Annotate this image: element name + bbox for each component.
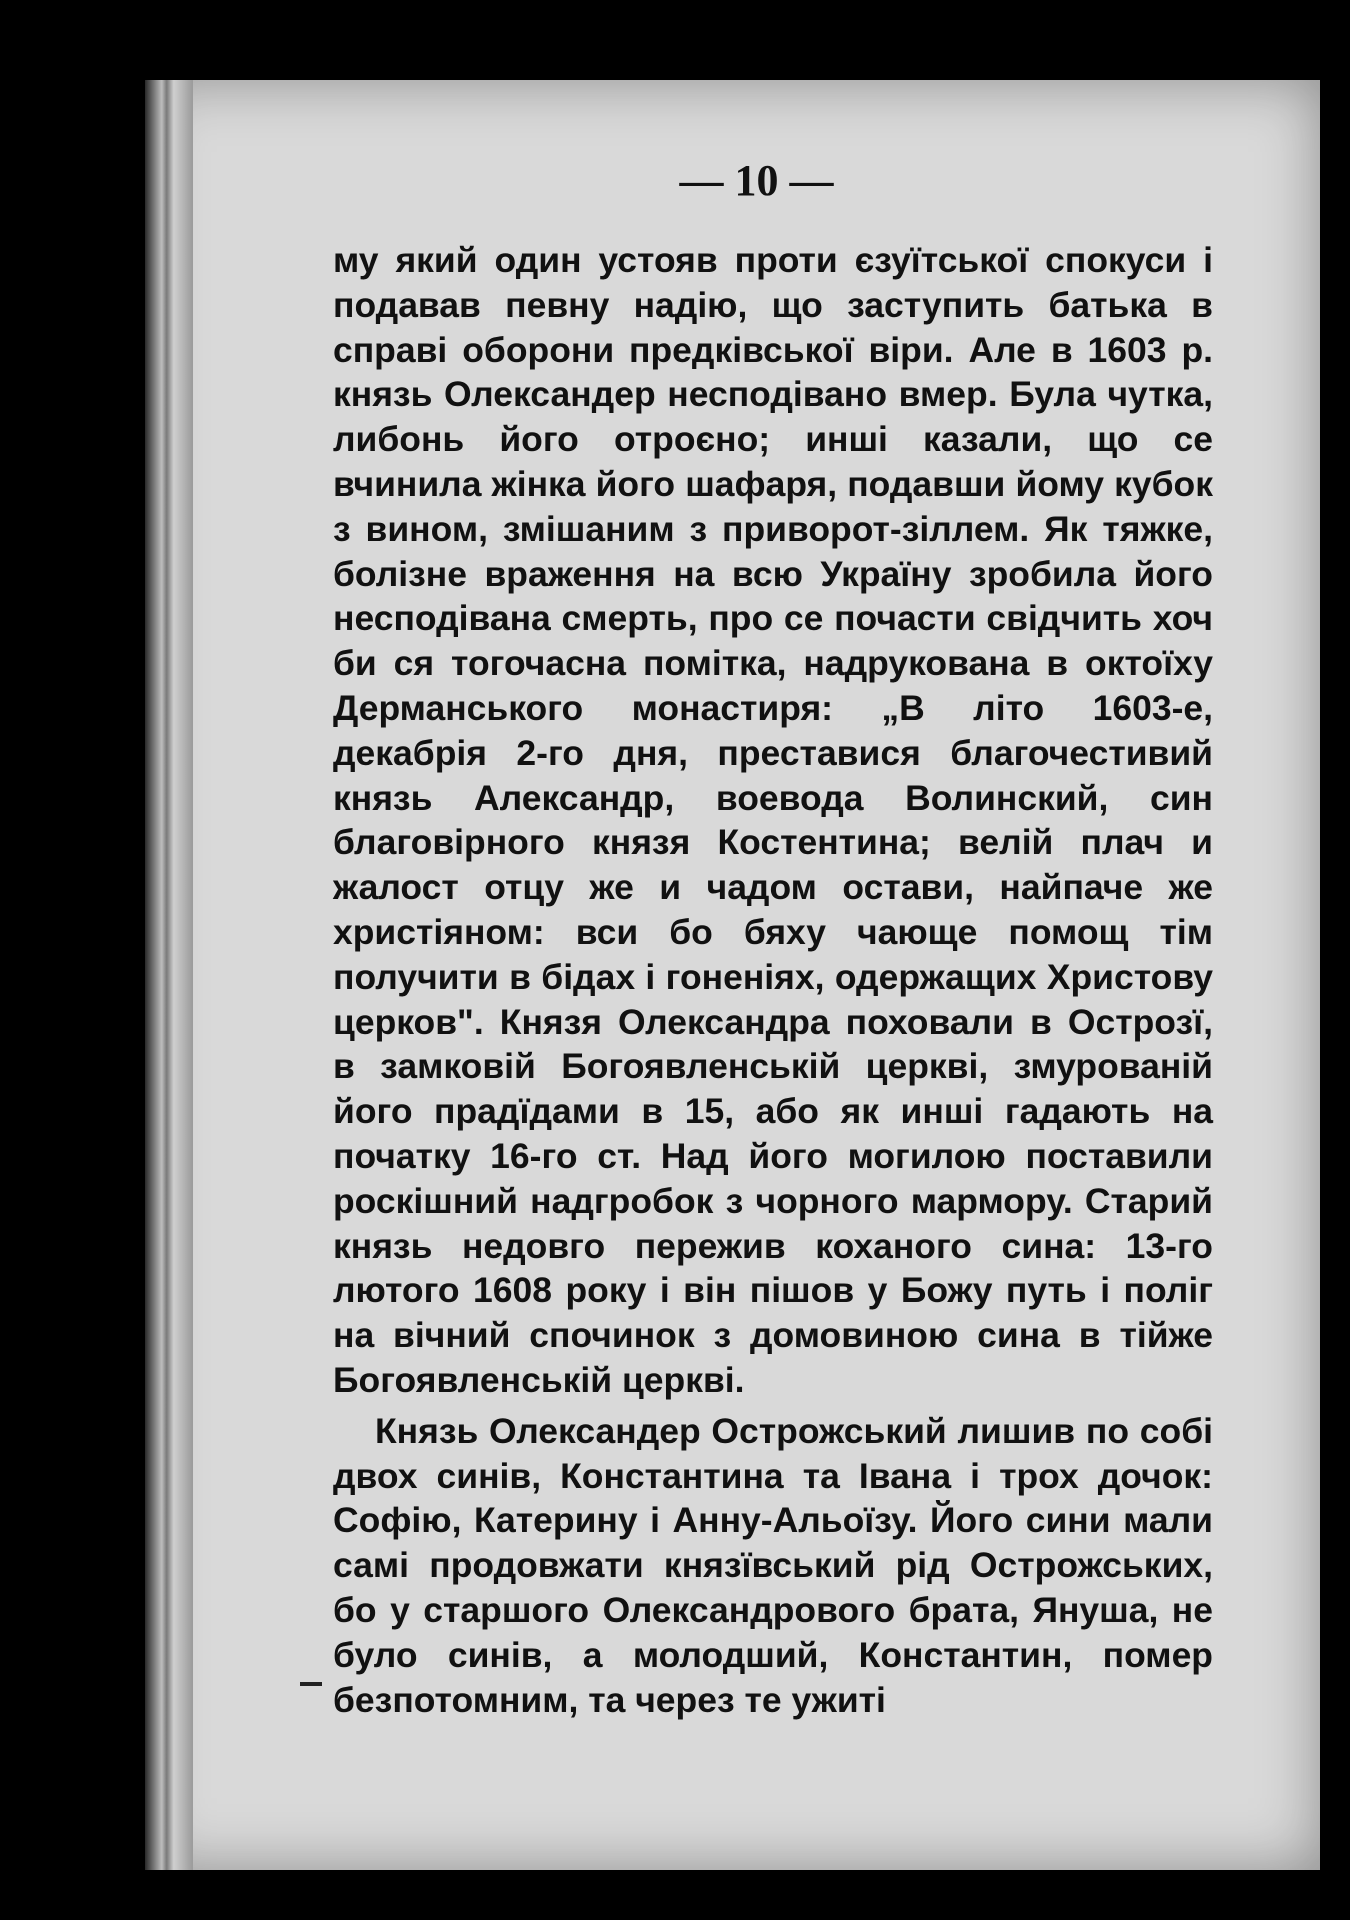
paragraph-1: му який один устояв проти єзуїтської спокуси і подавав певну надію, що заступить батька в справі оборони предківської віри. Але в 1603 р. князь Олександер несподівано вмер. Була чутка, либонь його отроєно; инші казали, що се вчинила жінка його шафаря, подавши йому кубок з вином, змішаним з приворот-зіллем. Як тяжке, болізне враження на всю Україну зробила його несподівана смерть, про се почасти свідчить хоч би ся тогочасна помітка, надрукована в октоїху Дерманського монастиря: „В літо 1603-е, декабрія 2-го дня, преставися благочестивий князь Александр, воевода Волинский, син благовірного князя Костентина; велій плач и жалост отцу же и чадом остави, найпаче же христіяном: вси бо бяху чающе помощ тім получити в бідах і гоненіях, одержащих Христову церков". Князя Олександра поховали в Острозї, в замковій Богоявленській церкві, змурованій його прадїдами в 15, або як инші гадають на початку 16-го ст. Над його могилою поставили роскішний надгробок з чорного мармору. Старий князь недовго пережив коханого сина: 13-го лютого 1608 року і він пішов у Божу путь і поліг на вічний спочинок з домовиною сина в тійже Богоявленській церкві. xyxy=(333,240,1213,1400)
page-number: — 10 — xyxy=(679,156,834,205)
paragraph-2: Князь Олександер Острожський лишив по собі двох синів, Константина та Івана і трох дочок: Софію, Катерину і Анну-Альоїзу. Його сини мали самі продовжати князївський рід Острожських, бо у старшого Олександрового брата, Януша, не було синів, а молодший, Константин, помер безпотомним, та через те ужиті xyxy=(333,1410,1213,1720)
page-binding-edge xyxy=(145,80,193,1870)
body-text xyxy=(333,238,1213,1722)
margin-dash-mark xyxy=(300,1682,322,1686)
